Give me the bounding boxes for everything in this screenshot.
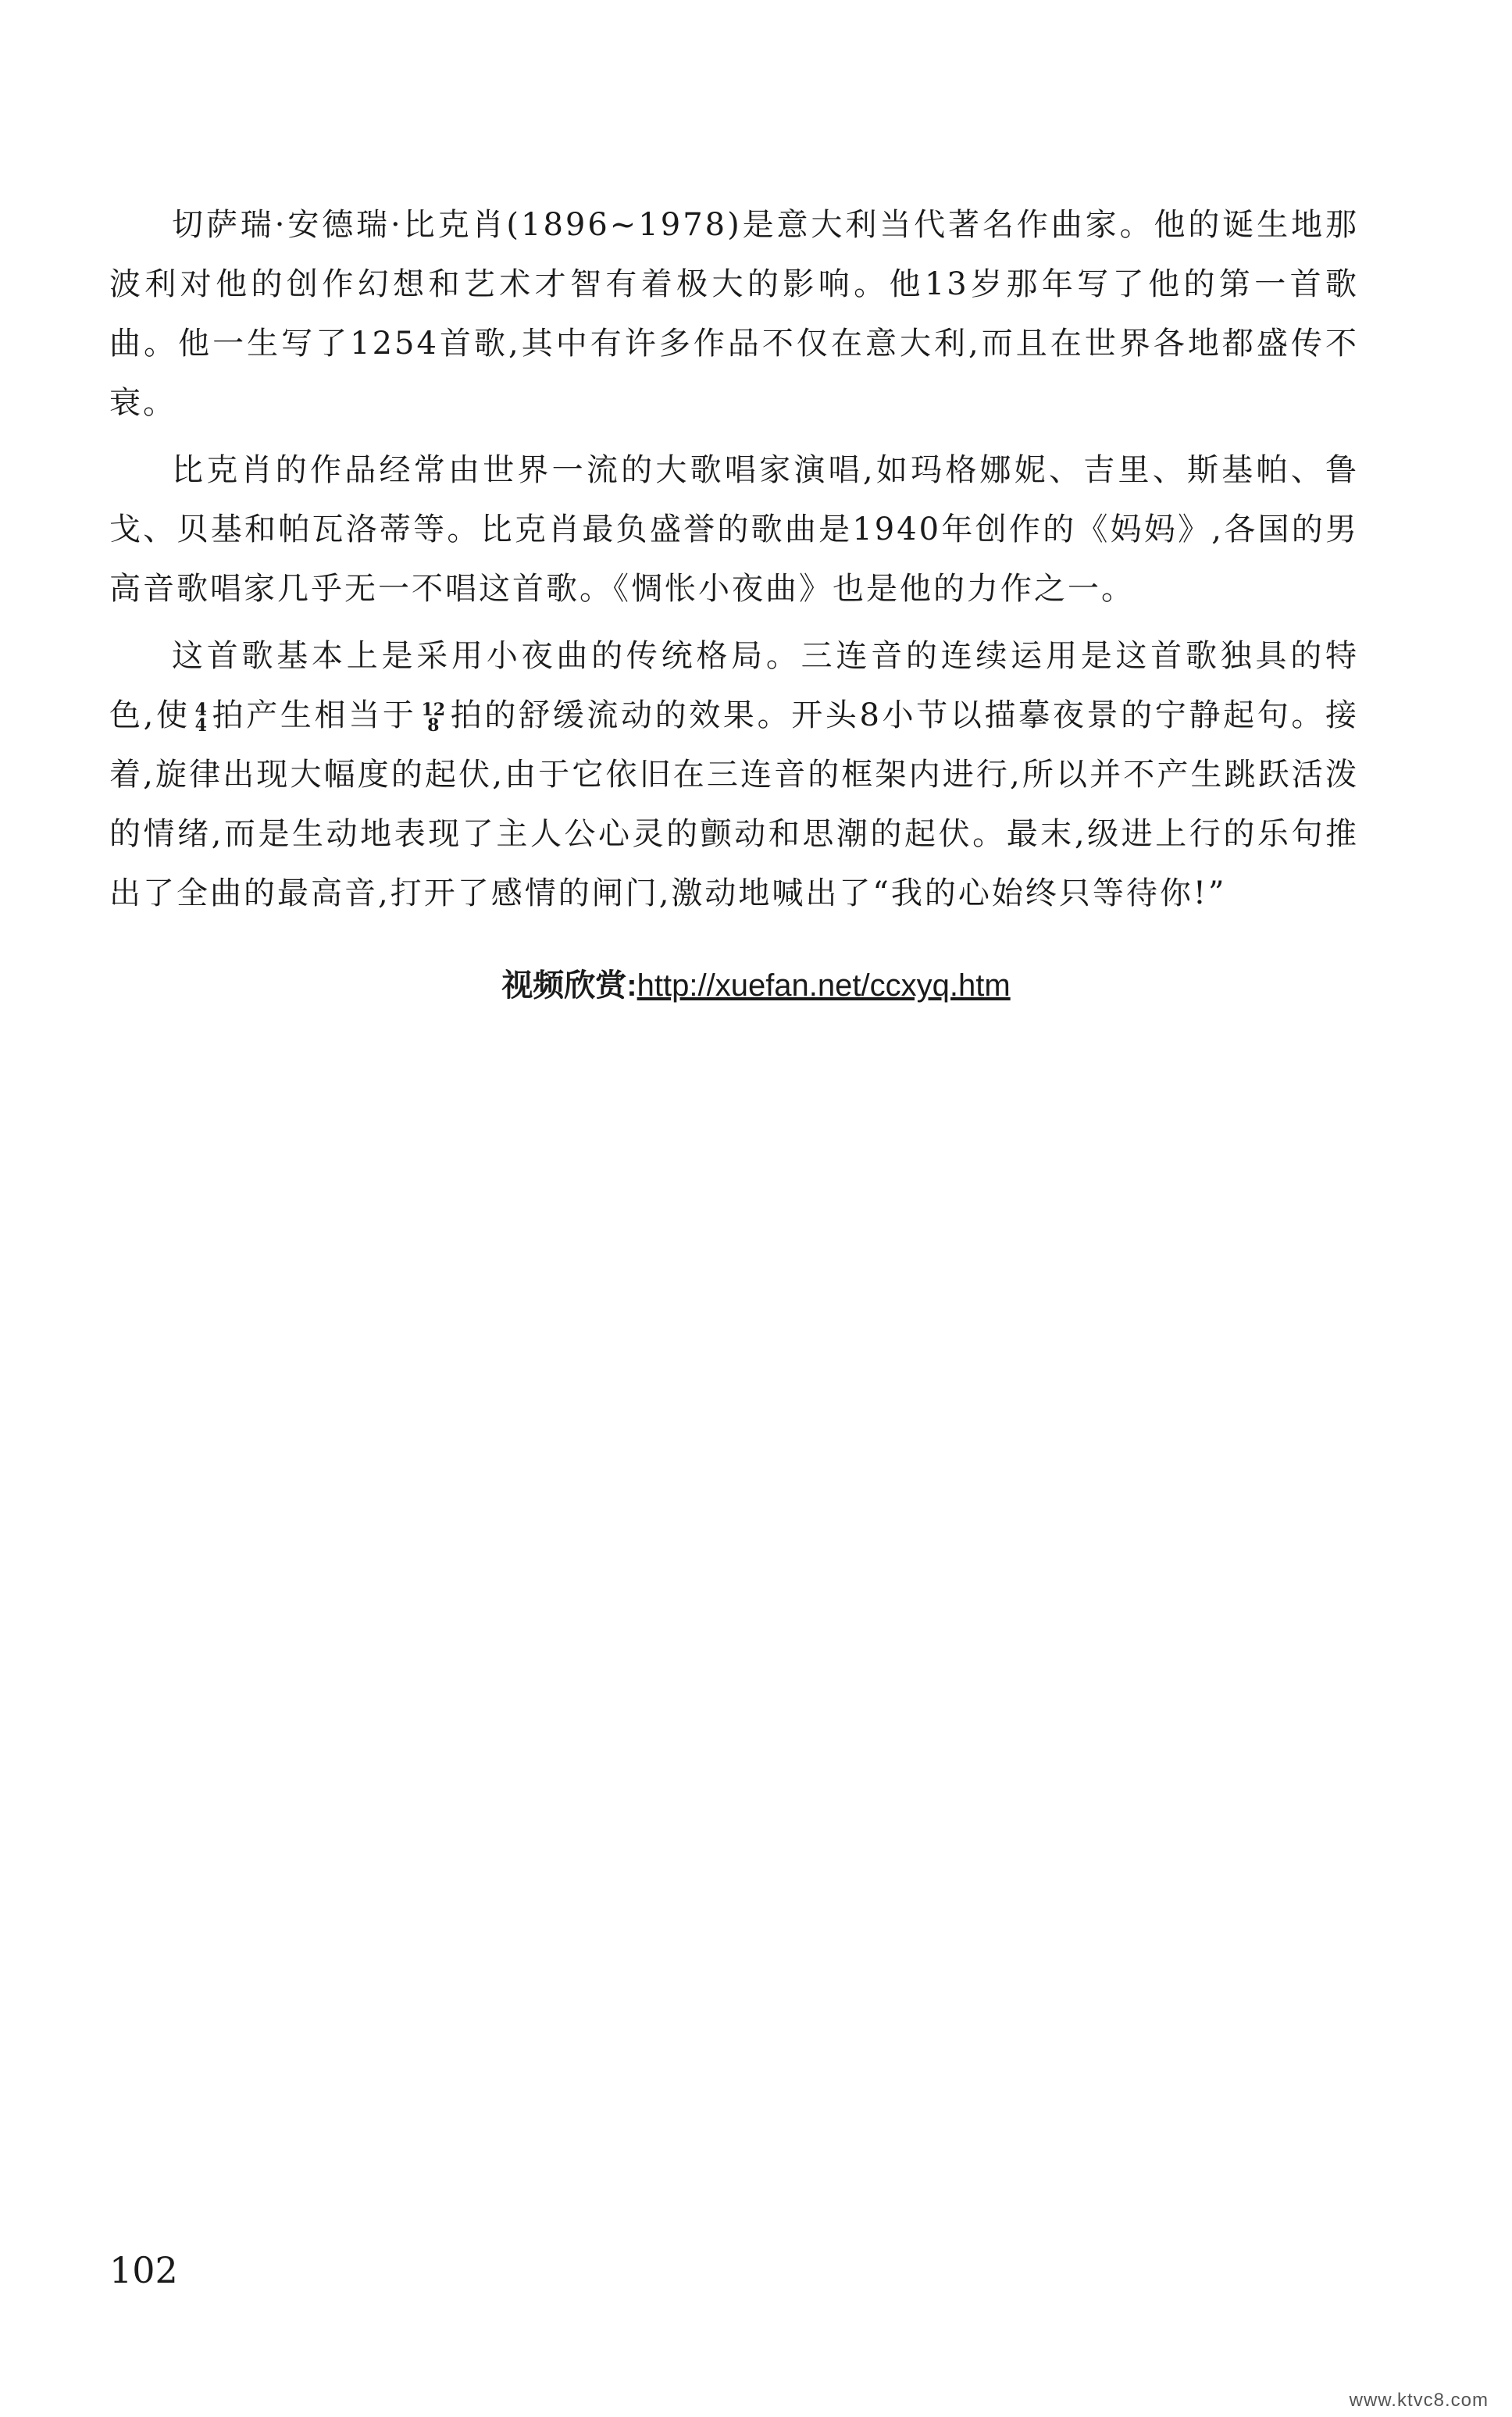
paragraph-composer-bio: 切萨瑞·安德瑞·比克肖(1896~1978)是意大利当代著名作曲家。他的诞生地那波利对他的创作幻想和艺术才智有着极大的影响。他13岁那年写了他的第一首歌曲。他一生写了1254首歌,其中有许多作品不仅在意大利,而且在世界各地都盛传不衰。	[109, 207, 1359, 421]
analysis-text-1: 这首歌基本上是采用小夜曲的传统格局。三连音的连续运用是这首歌独具的特色,使	[109, 638, 1359, 733]
article-body	[109, 195, 1359, 923]
watermark: www.ktvc8.com	[1349, 2390, 1489, 2411]
page-number: 102	[109, 2249, 178, 2291]
analysis-text-3: 拍的舒缓流动的效果。开头8小节以描摹夜景的宁静起句。接着,旋律出现大幅度的起伏,由于它依旧在三连音的框架内进行,所以并不产生跳跃活泼的情绪,而是生动地表现了主人公心灵的颤动和思潮的起伏。最末,级进上行的乐句推出了全曲的最高音,打开了感情的闸门,激动地喊出了“我的心始终只等待你!”	[109, 697, 1360, 911]
paragraph-performers: 比克肖的作品经常由世界一流的大歌唱家演唱,如玛格娜妮、吉里、斯基帕、鲁戈、贝基和帕瓦洛蒂等。比克肖最负盛誉的歌曲是1940年创作的《妈妈》,各国的男高音歌唱家几乎无一不唱这首歌。《惆怅小夜曲》也是他的力作之一。	[109, 452, 1359, 607]
time-signature-12-8	[421, 700, 446, 736]
video-label: 视频欣赏:	[501, 968, 637, 1003]
time-signature-bottom: 8	[427, 715, 440, 736]
paragraph-analysis	[109, 626, 1359, 923]
time-signature-top: 12	[421, 700, 446, 720]
time-signature-4-4	[194, 700, 207, 736]
analysis-text-2: 拍产生相当于	[211, 697, 417, 733]
video-link-line	[0, 961, 1512, 1005]
time-signature-bottom: 4	[194, 715, 207, 736]
time-signature-top: 4	[194, 700, 207, 720]
video-url-link[interactable]: http://xuefan.net/ccxyq.htm	[637, 968, 1011, 1003]
